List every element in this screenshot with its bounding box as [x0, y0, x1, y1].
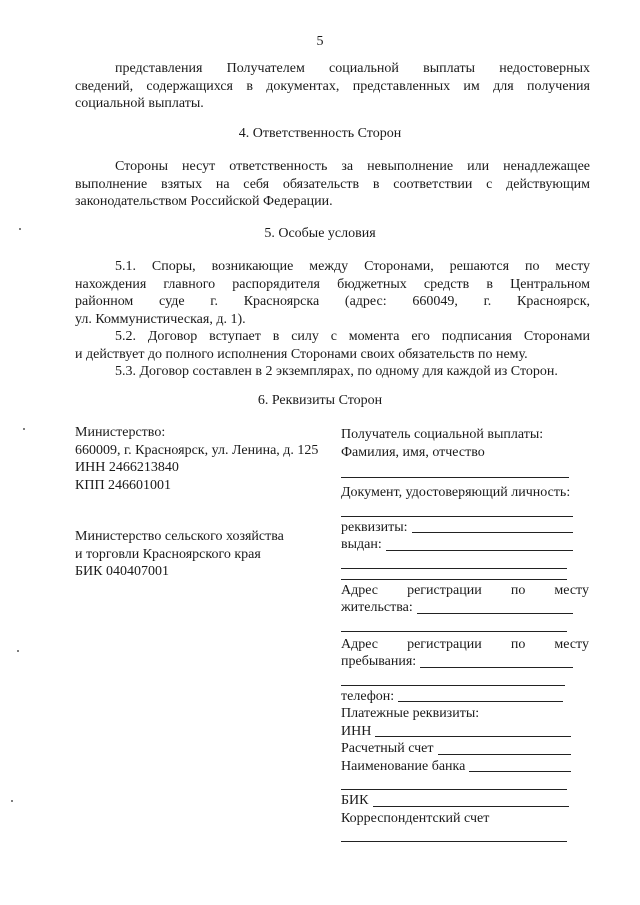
phone-label: телефон:: [341, 688, 395, 704]
ministry-details: [75, 424, 345, 494]
section-4-paragraph: [75, 158, 590, 211]
fio-label: Фамилия, имя, отчество: [341, 444, 485, 460]
section-5-heading: 5. Особые условия: [264, 226, 376, 241]
text-line: социальной выплаты.: [75, 96, 204, 111]
ministry-inn: ИНН 2466213840: [75, 460, 179, 475]
scan-speck: [23, 428, 25, 430]
corr-account-label: Корреспондентский счет: [341, 810, 490, 826]
ministry-label: Министерство:: [75, 425, 166, 440]
bank-name-field[interactable]: [469, 770, 571, 772]
addr-word: Адрес: [341, 636, 379, 652]
scan-speck: [11, 800, 13, 802]
text-line: нахождения главного распорядителя бюджетных средств в Центральном: [75, 276, 590, 292]
bank-name-row: [341, 758, 571, 776]
vydan-field-extra[interactable]: [341, 554, 567, 569]
vydan-label: выдан:: [341, 537, 382, 552]
residence-field[interactable]: [417, 612, 573, 614]
text-line: Стороны несут ответственность за невыполнение или ненадлежащее: [115, 159, 590, 174]
corr-account-field[interactable]: [341, 827, 567, 842]
text-line: законодательством Российской Федерации.: [75, 194, 333, 209]
ministry-kpp: КПП 246601001: [75, 477, 172, 493]
mestu-word: месту: [554, 582, 589, 598]
residence-field-extra[interactable]: [341, 617, 567, 632]
vydan-row: [341, 536, 573, 554]
bik-row: [341, 792, 569, 810]
stay-row: [341, 653, 573, 671]
text-line: 5.1. Споры, возникающие между Сторонами, решаются по месту: [115, 259, 590, 274]
stay-label: пребывания:: [341, 654, 417, 669]
bik-label: БИК: [341, 793, 369, 808]
inn-label: ИНН: [341, 723, 372, 739]
stay-field-extra[interactable]: [341, 671, 565, 686]
recipient-label: Получатель социальной выплаты:: [341, 427, 544, 442]
po-word: по: [510, 582, 526, 598]
text-line: выполнение взятых на себя обязательств в соответствии с действующим: [75, 176, 590, 192]
section-4-heading: 4. Ответственность Сторон: [238, 126, 402, 141]
text-line: [75, 60, 590, 78]
ministry-name-line: Министерство сельского хозяйства: [75, 529, 284, 544]
ministry-bik: БИК 040407001: [75, 564, 169, 579]
bik-field[interactable]: [373, 805, 570, 807]
scan-speck: [17, 650, 19, 652]
id-doc-field[interactable]: [341, 502, 573, 517]
phone-field[interactable]: [398, 700, 563, 702]
text-line: 5.2. Договор вступает в силу с момента его подписания Сторонами: [115, 329, 590, 344]
text-line: и действует до полного исполнения Сторонами своих обязательств по нему.: [75, 346, 528, 362]
reg-word: регистрации: [407, 582, 482, 598]
ministry-bank-details: [75, 528, 345, 581]
vydan-field-extra[interactable]: [341, 569, 567, 580]
section-5-paragraphs: [75, 258, 590, 381]
bank-name-label: Наименование банка: [341, 758, 466, 774]
po-word: по: [510, 636, 526, 652]
payment-label: Платежные реквизиты:: [341, 706, 480, 721]
ministry-name-line: и торговли Красноярского края: [75, 546, 261, 562]
rekvizity-row: [341, 519, 573, 537]
fio-field[interactable]: [341, 463, 569, 478]
text-line: ул. Коммунистическая, д. 1).: [75, 311, 246, 327]
id-doc-label: Документ, удостоверяющий личность:: [341, 485, 571, 500]
recipient-form: [341, 426, 591, 842]
ministry-address: 660009, г. Красноярск, ул. Ленина, д. 125: [75, 442, 319, 458]
text-line: сведений, содержащихся в документах, представленных им для получения: [75, 78, 590, 94]
addr-word: Адрес: [341, 582, 379, 598]
account-field[interactable]: [438, 753, 571, 755]
residence-label: жительства:: [341, 600, 413, 615]
residence-heading: [341, 582, 589, 600]
vydan-field[interactable]: [386, 549, 573, 551]
inn-row: [341, 723, 571, 741]
rekvizity-field[interactable]: [412, 531, 573, 533]
stay-field[interactable]: [420, 666, 573, 668]
mestu-word: месту: [554, 636, 589, 652]
text-line: районном суде г. Красноярска (адрес: 660049, г. Красноярск,: [75, 294, 590, 309]
text-line-content: представления Получателем социальной выплаты недостоверных: [115, 61, 590, 76]
bank-name-field-extra[interactable]: [341, 775, 567, 790]
inn-field[interactable]: [375, 735, 571, 737]
section-6-heading: 6. Реквизиты Сторон: [257, 393, 383, 408]
scan-speck: [19, 228, 21, 230]
phone-row: [341, 688, 563, 706]
stay-heading: [341, 636, 589, 654]
account-label: Расчетный счет: [341, 741, 434, 756]
intro-paragraph: [75, 60, 590, 113]
account-row: [341, 740, 571, 758]
rekvizity-label: реквизиты:: [341, 519, 408, 535]
residence-row: [341, 599, 573, 617]
page-number: 5: [316, 34, 324, 49]
reg-word: регистрации: [407, 636, 482, 652]
text-line: 5.3. Договор составлен в 2 экземплярах, по одному для каждой из Сторон.: [115, 364, 558, 379]
